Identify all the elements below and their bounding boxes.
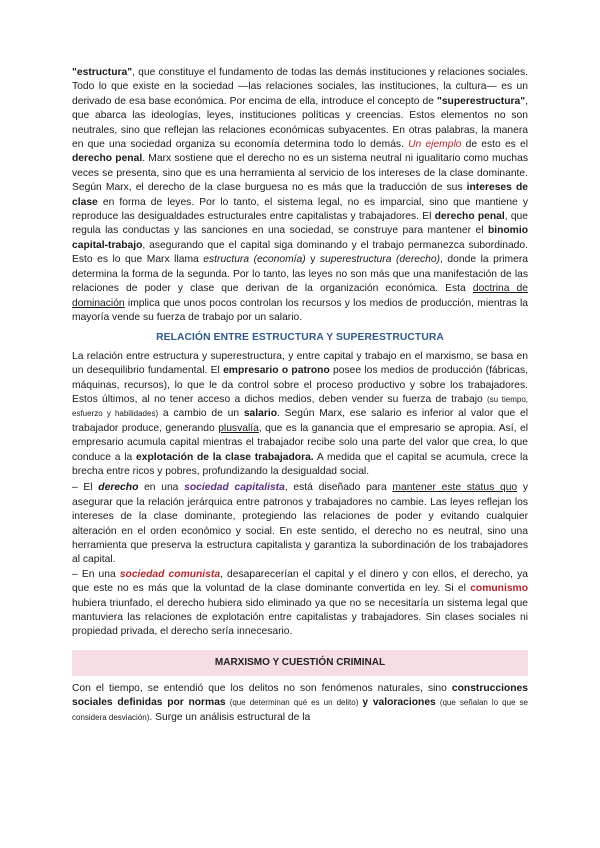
term-superestructura: "superestructura" bbox=[436, 95, 526, 107]
section-heading-relacion: RELACIÓN ENTRE ESTRUCTURA Y SUPERESTRUCTURA bbox=[156, 332, 444, 344]
paragraph-derecho-capitalista: – El derecho en una sociedad capitalista, está diseñado para mantener este status quo y asegurar que la relación jerárquica entre patronos y trabajadores no cambie. Las leyes reflejan los intereses de la clase dominante, protegiendo las relaciones de poder y evitando cualquier alteración en el orden económico y social. En este sentido, el derecho no es neutral, sino una herramienta que preserva la estructura capitalista y garantiza la subordinación de los trabajadores al capital. bbox=[72, 482, 529, 566]
document-body bbox=[72, 66, 528, 725]
section-heading-marxismo: MARXISMO Y CUESTIÓN CRIMINAL bbox=[72, 650, 528, 676]
paragraph-cuestion-criminal: Con el tiempo, se entendió que los delitos no son fenómenos naturales, sino construcciones sociales definidas por normas (que determinan qué es un delito) y valoraciones (que señalan lo que se considera desviación). Surge un análisis estructural de la bbox=[72, 682, 529, 723]
paragraph-sociedad-comunista: – En una sociedad comunista, desaparecerían el capital y el dinero y con ellos, el derecho, ya que este no es más que la voluntad de la clase dominante convertida en ley. Si el comunismo hubiera triunfado, el derecho hubiera sido eliminado ya que no se necesitaría un sistema legal que mantuviera las relaciones de explotación entre capitalistas y trabajadores. Sin clases sociales ni propiedad privada, el derecho sería innecesario. bbox=[72, 568, 528, 638]
example-label: Un ejemplo bbox=[408, 139, 462, 151]
term-estructura: "estructura" bbox=[72, 67, 133, 78]
paragraph-estructura: "estructura", que constituye el fundamento de todas las demás instituciones y relaciones sociales. Todo lo que existe en la sociedad —las relaciones sociales, las instituciones, la cultura— es un derivado de esa base económica. Por encima de ella, introduce el concepto de "superestructura", que abarca las ideologías, leyes, instituciones políticas y creencias. Estos elementos no son neutrales, sino que reflejan las relaciones económicas subyacentes. En otras palabras, la manera en que una sociedad organiza su economía determina todo lo demás. Un ejemplo de esto es el derecho penal. Marx sostiene que el derecho no es un sistema neutral ni igualitario como muchas veces se presenta, sino que es una herramienta al servicio de los intereses de la clase dominante. Según Marx, el derecho de la clase burguesa no es más que la traducción de sus intereses de clase en forma de leyes. Por lo tanto, el sistema legal, no es imparcial, sino que mantiene y reproduce las desigualdades estructurales entre capitalistas y trabajadores. El derecho penal, que regula las conductas y las sanciones en una sociedad, se construye para mantener el binomio capital-trabajo, asegurando que el capital siga dominando y el trabajo permanezca subordinado. Esto es lo que Marx llama estructura (economía) y superestructura (derecho), donde la primera determina la forma de la segunda. Por lo tanto, las leyes no son más que una manifestación de las relaciones de poder y clase que derivan de la organización económica. Esta doctrina de dominación implica que unos pocos controlan los recursos y los medios de producción, mientras la mayoría vende su fuerza de trabajo por un salario. bbox=[72, 67, 529, 323]
paragraph-relacion: La relación entre estructura y superestructura, y entre capital y trabajo en el marxismo, se basa en un desequilibrio fundamental. El empresario o patrono posee los medios de producción (fábricas, máquinas, recursos), lo que le da control sobre el proceso productivo y sobre los trabajadores. Estos últimos, al no tener acceso a dichos medios, deben vender su fuerza de trabajo (su tiempo, esfuerzo y habilidades) a cambio de un salario. Según Marx, ese salario es inferior al valor que el trabajador produce, generando plusvalía, que es la ganancia que el empresario se apropia. Así, el empresario acumula capital mientras el trabajador recibe solo una parte del valor que crea, lo que conduce a la explotación de la clase trabajadora. A medida que el capital se acumula, crece la brecha entre ricos y pobres, profundizando la desigualdad social. bbox=[72, 350, 529, 477]
